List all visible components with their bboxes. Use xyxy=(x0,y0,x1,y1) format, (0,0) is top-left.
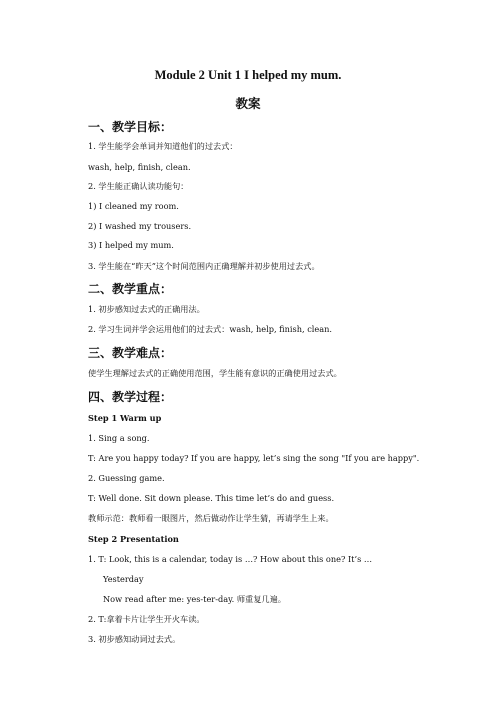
step-1-line-4: T: Well done. Sit down please. This time let’s do and guess. xyxy=(88,493,335,503)
document-title: Module 2 Unit 1 I helped my mum. xyxy=(154,68,342,82)
step-1-heading: Step 1 Warm up xyxy=(88,413,162,423)
goals-line-4: 1) I cleaned my room. xyxy=(88,201,179,211)
step-1-line-2: T: Are you happy today? If you are happy, let’s sing the song "If you are happy". xyxy=(88,453,420,463)
step-1-line-5: 教师示范：教师看一眼图片，然后做动作让学生猜，再请学生上来。 xyxy=(88,513,334,523)
document-subtitle: 教案 xyxy=(235,96,261,111)
key-line-2: 2. 学习生词并学会运用他们的过去式：wash, help, finish, clean. xyxy=(88,324,333,334)
goals-line-2: wash, help, finish, clean. xyxy=(88,162,191,172)
goals-line-7: 3. 学生能在“昨天”这个时间范围内正确理解并初步使用过去式。 xyxy=(88,261,320,271)
step-2-line-2: Yesterday xyxy=(103,574,144,584)
section-heading-key: 二、教学重点： xyxy=(88,282,173,296)
section-heading-process: 四、教学过程： xyxy=(88,390,173,404)
step-2-heading: Step 2 Presentation xyxy=(88,534,179,544)
goals-line-3: 2. 学生能正确认读功能句： xyxy=(88,181,189,191)
goals-line-5: 2) I washed my trousers. xyxy=(88,221,192,231)
step-2-line-1: 1. T: Look, this is a calendar, today is …? How about this one? It’s … xyxy=(88,554,373,564)
goals-line-6: 3) I helped my mum. xyxy=(88,240,174,250)
goals-line-1: 1. 学生能学会单词并知道他们的过去式： xyxy=(88,141,238,151)
step-2-line-5: 3. 初步感知动词过去式。 xyxy=(88,634,181,644)
key-line-1: 1. 初步感知过去式的正确用法。 xyxy=(88,304,205,314)
section-heading-difficult: 三、教学难点： xyxy=(88,346,173,360)
step-1-line-3: 2. Guessing game. xyxy=(88,473,165,483)
step-1-line-1: 1. Sing a song. xyxy=(88,433,150,443)
difficult-line-1: 使学生理解过去式的正确使用范围，学生能有意识的正确使用过去式。 xyxy=(88,368,342,378)
step-2-line-4: 2. T:拿着卡片让学生开火车读。 xyxy=(88,614,205,624)
step-2-line-3: Now read after me: yes-ter-day. 师重复几遍。 xyxy=(103,594,286,604)
section-heading-goals: 一、教学目标： xyxy=(88,120,173,134)
